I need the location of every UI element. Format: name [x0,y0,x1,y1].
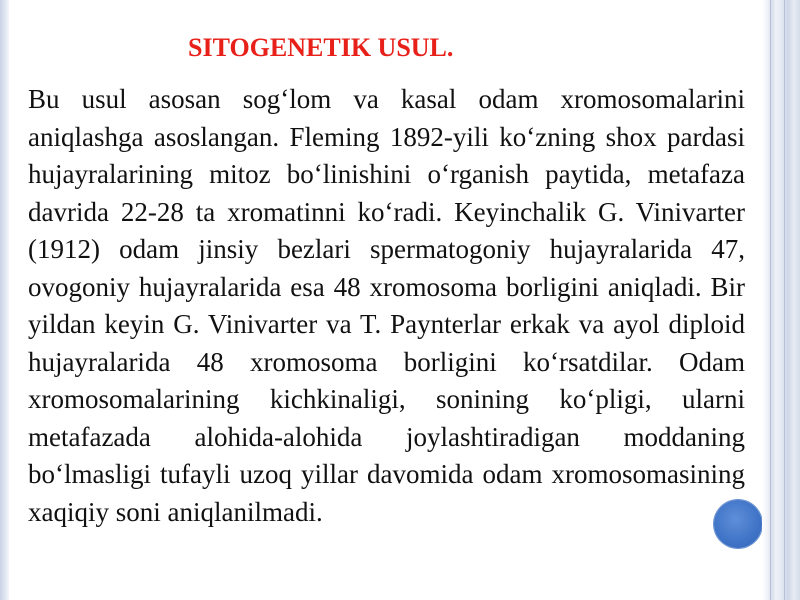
right-border-line [784,0,785,600]
slide-title: SITOGENETIK USUL. [188,33,454,62]
right-decorative-border [762,0,800,600]
slide-body-text: Bu usul asosan sog‘lom va kasal odam xromosomalarini aniqlashga asoslangan. Fleming 1892-yili ko‘zning shox pardasi hujayralarining mitoz bo‘linishini o‘rganish paytida, metafaza davrida 22-28 ta xromatinni ko‘radi. Keyinchalik G. Vinivarter (1912) odam jinsiy bezlari spermatogoniy hujayralarida 47, ovogoniy hujayralarida esa 48 xromosoma borligini aniqladi. Bir yildan keyin G. Vinivarter va T. Paynterlar erkak va ayol diploid hujayralarida 48 xromosoma borligini ko‘rsatdilar. Odam xromosomalarining kichkinaligi, sonining ko‘pligi, ularni metafazada alohida-alohida joylashtiradigan moddaning bo‘lmasligi tufayli uzoq yillar davomida odam xromosomasining xaqiqiy soni aniqlanilmadi. [28,84,745,527]
right-border-line [770,0,771,600]
left-decorative-border [0,0,9,600]
decorative-circle-icon [714,500,762,548]
